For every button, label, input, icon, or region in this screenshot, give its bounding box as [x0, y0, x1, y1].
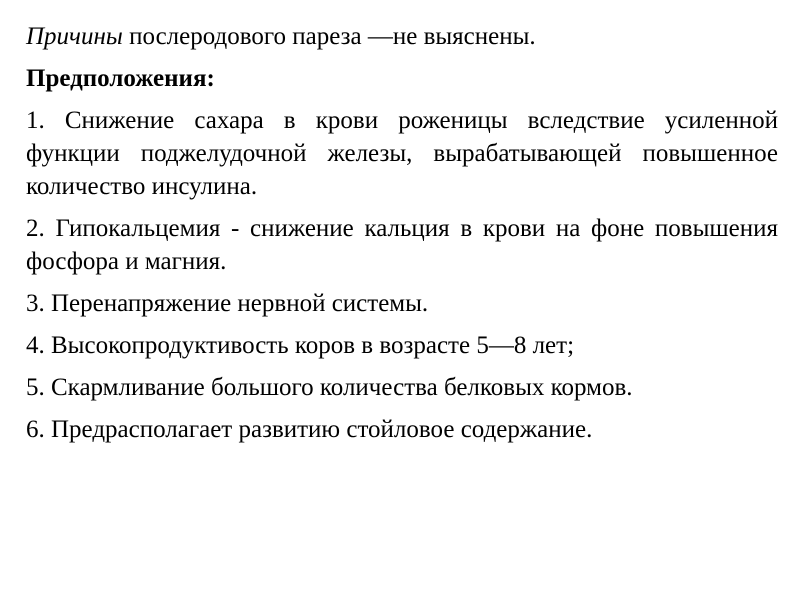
list-item: 2. Гипокальцемия - снижение кальция в крови на фоне повышения фосфора и магния. [26, 215, 778, 275]
list-item: 5. Скармливание большого количества белковых кормов. [26, 374, 633, 401]
intro-text: послеродового пареза —не выяснены. [122, 23, 536, 50]
list-item: 3. Перенапряжение нервной системы. [26, 290, 429, 317]
list-item: 1. Снижение сахара в крови роженицы вследствие усиленной функции поджелудочной железы, вырабатывающей повышенное количество инсулина. [26, 107, 778, 200]
intro-italic-word: Причины [26, 23, 123, 50]
list-item: 4. Высокопродуктивость коров в возрасте 5—8 лет; [26, 332, 575, 359]
intro-paragraph [26, 20, 778, 53]
heading: Предположения: [26, 65, 215, 92]
slide-content [26, 20, 778, 455]
list-item: 6. Предрасполагает развитию стойловое содержание. [26, 416, 593, 443]
